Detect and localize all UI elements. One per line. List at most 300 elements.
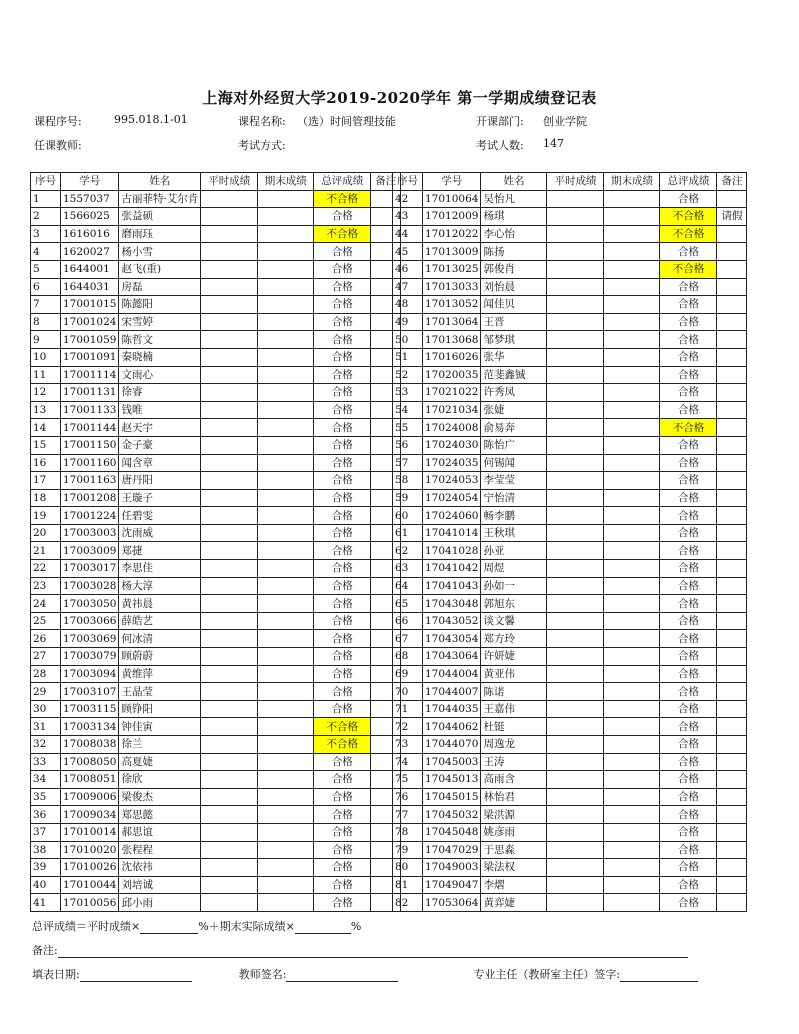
student-id: 17024053 <box>423 472 481 490</box>
row-no: 65 <box>393 595 423 613</box>
total-score: 合格 <box>314 612 371 630</box>
final-score-cell <box>258 894 314 912</box>
student-name: 文雨心 <box>119 366 201 384</box>
table-row <box>31 806 401 824</box>
total-score: 合格 <box>314 753 371 771</box>
final-score-cell <box>258 648 314 666</box>
student-id: 1566025 <box>61 208 119 226</box>
total-score: 合格 <box>314 648 371 666</box>
final-score-cell <box>258 612 314 630</box>
student-id: 17001059 <box>61 331 119 349</box>
table-row <box>393 595 747 613</box>
student-name: 顾蔚蔚 <box>119 648 201 666</box>
regular-score-cell <box>547 260 604 278</box>
final-score-cell <box>604 841 660 859</box>
note-cell <box>717 331 747 349</box>
remark-blank[interactable] <box>58 946 688 958</box>
student-name: 郝思谊 <box>119 823 201 841</box>
student-name: 顾铮阳 <box>119 700 201 718</box>
table-row <box>393 472 747 490</box>
regular-score-cell <box>201 225 258 243</box>
note-cell <box>717 595 747 613</box>
total-score: 合格 <box>660 700 717 718</box>
total-score: 合格 <box>660 683 717 701</box>
table-row <box>31 401 401 419</box>
weight-blank-2[interactable] <box>295 922 351 934</box>
row-no: 46 <box>393 260 423 278</box>
total-score: 合格 <box>660 401 717 419</box>
header-student-id: 学号 <box>61 173 119 191</box>
final-score-cell <box>258 700 314 718</box>
table-row <box>393 401 747 419</box>
row-no: 59 <box>393 489 423 507</box>
total-score: 合格 <box>314 419 371 437</box>
total-score: 合格 <box>314 894 371 912</box>
note-cell <box>717 542 747 560</box>
student-name: 黄弈婕 <box>481 894 547 912</box>
student-name: 徐睿 <box>119 384 201 402</box>
table-row <box>31 665 401 683</box>
student-id: 17044035 <box>423 700 481 718</box>
student-id: 17024060 <box>423 507 481 525</box>
student-name: 郑思懿 <box>119 806 201 824</box>
regular-score-cell <box>547 700 604 718</box>
exam-count-label: 考试人数: <box>476 139 524 152</box>
regular-score-cell <box>201 384 258 402</box>
regular-score-cell <box>547 736 604 754</box>
total-score: 合格 <box>314 296 371 314</box>
row-no: 78 <box>393 823 423 841</box>
student-id: 17013033 <box>423 278 481 296</box>
final-score-cell <box>604 630 660 648</box>
student-name: 杨小雪 <box>119 243 201 261</box>
regular-score-cell <box>201 278 258 296</box>
table-row <box>393 894 747 912</box>
regular-score-cell <box>547 806 604 824</box>
note-cell <box>717 894 747 912</box>
date-blank[interactable] <box>80 970 192 982</box>
table-row <box>31 225 401 243</box>
student-name: 王涛 <box>481 753 547 771</box>
signature-line <box>32 966 698 982</box>
final-score-cell <box>258 823 314 841</box>
student-id: 17013009 <box>423 243 481 261</box>
row-no: 14 <box>31 419 61 437</box>
total-score: 合格 <box>314 436 371 454</box>
table-row <box>393 436 747 454</box>
regular-score-cell <box>201 524 258 542</box>
weight-blank-1[interactable] <box>140 922 198 934</box>
final-score-cell <box>258 489 314 507</box>
row-no: 23 <box>31 577 61 595</box>
row-no: 18 <box>31 489 61 507</box>
regular-score-cell <box>547 718 604 736</box>
header-total-score: 总评成绩 <box>314 173 371 191</box>
note-cell <box>717 401 747 419</box>
student-id: 17003107 <box>61 683 119 701</box>
total-score: 合格 <box>660 595 717 613</box>
student-id: 17041042 <box>423 560 481 578</box>
regular-score-cell <box>201 595 258 613</box>
regular-score-cell <box>201 771 258 789</box>
total-score: 合格 <box>660 454 717 472</box>
student-id: 17009034 <box>61 806 119 824</box>
regular-score-cell <box>201 683 258 701</box>
student-name: 王晋 <box>481 313 547 331</box>
header-final-score: 期末成绩 <box>258 173 314 191</box>
row-no: 44 <box>393 225 423 243</box>
table-row <box>31 542 401 560</box>
table-row <box>31 366 401 384</box>
total-score: 合格 <box>660 366 717 384</box>
final-score-cell <box>604 718 660 736</box>
regular-score-cell <box>547 401 604 419</box>
header-regular-score: 平时成绩 <box>201 173 258 191</box>
student-name: 郑捷 <box>119 542 201 560</box>
student-name: 郑方玲 <box>481 630 547 648</box>
regular-score-cell <box>201 859 258 877</box>
table-row <box>31 190 401 208</box>
row-no: 60 <box>393 507 423 525</box>
total-score: 不合格 <box>314 736 371 754</box>
row-no: 31 <box>31 718 61 736</box>
row-no: 33 <box>31 753 61 771</box>
student-name: 许妍婕 <box>481 648 547 666</box>
row-no: 21 <box>31 542 61 560</box>
student-id: 17003066 <box>61 612 119 630</box>
note-cell <box>717 278 747 296</box>
total-score: 合格 <box>314 577 371 595</box>
note-cell <box>717 507 747 525</box>
table-row <box>31 771 401 789</box>
table-row <box>31 278 401 296</box>
student-id: 17043064 <box>423 648 481 666</box>
student-name: 钟佳寅 <box>119 718 201 736</box>
student-id: 17013068 <box>423 331 481 349</box>
note-cell <box>717 823 747 841</box>
regular-score-cell <box>201 401 258 419</box>
student-name: 赵飞(重) <box>119 260 201 278</box>
student-name: 薛皓艺 <box>119 612 201 630</box>
final-score-cell <box>258 190 314 208</box>
header-name: 姓名 <box>481 173 547 191</box>
student-id: 17045015 <box>423 788 481 806</box>
formula-text-c: % <box>350 920 362 933</box>
row-no: 32 <box>31 736 61 754</box>
total-score: 合格 <box>660 648 717 666</box>
regular-score-cell <box>547 225 604 243</box>
total-score: 合格 <box>660 560 717 578</box>
total-score: 合格 <box>660 296 717 314</box>
final-score-cell <box>258 348 314 366</box>
regular-score-cell <box>201 894 258 912</box>
total-score: 合格 <box>314 243 371 261</box>
note-cell <box>717 190 747 208</box>
regular-score-cell <box>547 208 604 226</box>
course-name-label: 课程名称: <box>238 115 286 128</box>
table-row <box>393 331 747 349</box>
student-name: 张婕 <box>481 401 547 419</box>
student-name: 郭旭东 <box>481 595 547 613</box>
final-score-cell <box>604 331 660 349</box>
note-cell <box>717 560 747 578</box>
row-no: 52 <box>393 366 423 384</box>
student-name: 张益硕 <box>119 208 201 226</box>
total-score: 合格 <box>660 436 717 454</box>
regular-score-cell <box>201 419 258 437</box>
table-row <box>393 612 747 630</box>
final-score-cell <box>258 419 314 437</box>
student-name: 许秀凤 <box>481 384 547 402</box>
table-row <box>31 260 401 278</box>
total-score: 合格 <box>660 876 717 894</box>
total-score: 合格 <box>314 454 371 472</box>
student-id: 17003028 <box>61 577 119 595</box>
student-id: 17045048 <box>423 823 481 841</box>
regular-score-cell <box>201 260 258 278</box>
final-score-cell <box>604 384 660 402</box>
final-score-cell <box>604 859 660 877</box>
grade-table-left <box>30 172 401 912</box>
header-note: 备注 <box>717 173 747 191</box>
header-regular-score: 平时成绩 <box>547 173 604 191</box>
regular-score-cell <box>547 366 604 384</box>
row-no: 54 <box>393 401 423 419</box>
final-score-cell <box>604 419 660 437</box>
student-id: 17008038 <box>61 736 119 754</box>
table-row <box>393 208 747 226</box>
row-no: 58 <box>393 472 423 490</box>
student-name: 宋雪婷 <box>119 313 201 331</box>
regular-score-cell <box>547 894 604 912</box>
final-score-cell <box>258 436 314 454</box>
table-row <box>393 190 747 208</box>
remark-label: 备注: <box>32 944 58 957</box>
total-score: 合格 <box>314 401 371 419</box>
page-title: 上海对外经贸大学2019-2020学年 第一学期成绩登记表 <box>202 89 597 107</box>
total-score: 合格 <box>660 348 717 366</box>
row-no: 8 <box>31 313 61 331</box>
row-no: 6 <box>31 278 61 296</box>
student-id: 17001163 <box>61 472 119 490</box>
student-name: 唐丹阳 <box>119 472 201 490</box>
final-score-cell <box>258 243 314 261</box>
final-score-cell <box>604 823 660 841</box>
table-row <box>31 507 401 525</box>
student-name: 陈哲文 <box>119 331 201 349</box>
note-cell <box>717 683 747 701</box>
student-name: 闻佳贝 <box>481 296 547 314</box>
student-id: 17001208 <box>61 489 119 507</box>
table-row <box>31 313 401 331</box>
final-score-cell <box>604 577 660 595</box>
total-score: 合格 <box>314 630 371 648</box>
note-cell <box>717 296 747 314</box>
final-score-cell <box>604 454 660 472</box>
table-row <box>393 243 747 261</box>
row-no: 28 <box>31 665 61 683</box>
student-id: 17001091 <box>61 348 119 366</box>
student-id: 17010020 <box>61 841 119 859</box>
final-score-cell <box>258 524 314 542</box>
row-no: 40 <box>31 876 61 894</box>
regular-score-cell <box>201 665 258 683</box>
student-name: 何锡闻 <box>481 454 547 472</box>
regular-score-cell <box>201 876 258 894</box>
teacher-sign-blank[interactable] <box>286 970 398 982</box>
note-cell <box>717 384 747 402</box>
header-final-score: 期末成绩 <box>604 173 660 191</box>
row-no: 37 <box>31 823 61 841</box>
row-no: 74 <box>393 753 423 771</box>
student-id: 17010044 <box>61 876 119 894</box>
table-header <box>31 173 401 191</box>
row-no: 50 <box>393 331 423 349</box>
final-score-cell <box>604 436 660 454</box>
row-no: 70 <box>393 683 423 701</box>
teacher-sign-label: 教师签名: <box>238 968 287 981</box>
student-id: 17003094 <box>61 665 119 683</box>
final-score-cell <box>258 771 314 789</box>
student-name: 黄维萍 <box>119 665 201 683</box>
student-id: 17003115 <box>61 700 119 718</box>
row-no: 62 <box>393 542 423 560</box>
student-name: 李思佳 <box>119 560 201 578</box>
table-row <box>31 577 401 595</box>
row-no: 3 <box>31 225 61 243</box>
total-score: 合格 <box>314 313 371 331</box>
row-no: 57 <box>393 454 423 472</box>
total-score: 合格 <box>314 700 371 718</box>
student-name: 杨大淳 <box>119 577 201 595</box>
student-id: 17012009 <box>423 208 481 226</box>
student-name: 钱唯 <box>119 401 201 419</box>
regular-score-cell <box>201 472 258 490</box>
table-row <box>393 348 747 366</box>
note-cell <box>717 436 747 454</box>
final-score-cell <box>604 648 660 666</box>
student-name: 沈依祎 <box>119 859 201 877</box>
student-name: 孙如一 <box>481 577 547 595</box>
student-name: 陈扬 <box>481 243 547 261</box>
student-name: 刘培诚 <box>119 876 201 894</box>
row-no: 29 <box>31 683 61 701</box>
table-row <box>31 454 401 472</box>
regular-score-cell <box>201 348 258 366</box>
director-sign-blank[interactable] <box>620 970 698 982</box>
regular-score-cell <box>201 630 258 648</box>
table-row <box>31 296 401 314</box>
formula-line <box>32 918 361 934</box>
final-score-cell <box>258 595 314 613</box>
row-no: 16 <box>31 454 61 472</box>
regular-score-cell <box>201 436 258 454</box>
note-cell <box>717 348 747 366</box>
final-score-cell <box>604 489 660 507</box>
final-score-cell <box>604 313 660 331</box>
regular-score-cell <box>201 648 258 666</box>
total-score: 合格 <box>660 665 717 683</box>
dept-label: 开课部门: <box>476 115 524 128</box>
table-row <box>393 823 747 841</box>
student-id: 17044070 <box>423 736 481 754</box>
total-score: 不合格 <box>660 208 717 226</box>
student-id: 17001015 <box>61 296 119 314</box>
student-id: 17001224 <box>61 507 119 525</box>
total-score: 合格 <box>314 384 371 402</box>
student-name: 王晶莹 <box>119 683 201 701</box>
total-score: 合格 <box>314 260 371 278</box>
row-no: 20 <box>31 524 61 542</box>
table-row <box>31 560 401 578</box>
student-id: 17021034 <box>423 401 481 419</box>
student-id: 17008050 <box>61 753 119 771</box>
row-no: 48 <box>393 296 423 314</box>
student-id: 17041014 <box>423 524 481 542</box>
final-score-cell <box>258 876 314 894</box>
student-id: 1644031 <box>61 278 119 296</box>
regular-score-cell <box>201 454 258 472</box>
row-no: 2 <box>31 208 61 226</box>
regular-score-cell <box>201 489 258 507</box>
table-row <box>31 823 401 841</box>
table-row <box>393 771 747 789</box>
total-score: 合格 <box>660 278 717 296</box>
regular-score-cell <box>201 507 258 525</box>
student-name: 金子豪 <box>119 436 201 454</box>
table-row <box>393 577 747 595</box>
student-name: 高雨含 <box>481 771 547 789</box>
regular-score-cell <box>201 612 258 630</box>
student-name: 徐兰 <box>119 736 201 754</box>
final-score-cell <box>258 384 314 402</box>
final-score-cell <box>258 577 314 595</box>
note-cell <box>717 788 747 806</box>
student-name: 房磊 <box>119 278 201 296</box>
note-cell <box>717 524 747 542</box>
student-id: 17010014 <box>61 823 119 841</box>
table-row <box>393 296 747 314</box>
row-no: 13 <box>31 401 61 419</box>
final-score-cell <box>604 243 660 261</box>
student-id: 17001160 <box>61 454 119 472</box>
student-name: 陈懿阳 <box>119 296 201 314</box>
regular-score-cell <box>547 190 604 208</box>
total-score: 合格 <box>314 560 371 578</box>
row-no: 36 <box>31 806 61 824</box>
row-no: 1 <box>31 190 61 208</box>
student-name: 徐欣 <box>119 771 201 789</box>
student-name: 俞易奔 <box>481 419 547 437</box>
row-no: 38 <box>31 841 61 859</box>
table-row <box>393 278 747 296</box>
director-sign-label: 专业主任（教研室主任）签字: <box>473 968 621 981</box>
row-no: 19 <box>31 507 61 525</box>
student-id: 17013025 <box>423 260 481 278</box>
regular-score-cell <box>547 524 604 542</box>
table-row <box>393 366 747 384</box>
row-no: 64 <box>393 577 423 595</box>
note-cell <box>717 225 747 243</box>
student-id: 17003069 <box>61 630 119 648</box>
table-row <box>31 876 401 894</box>
row-no: 5 <box>31 260 61 278</box>
student-name: 黄祎晨 <box>119 595 201 613</box>
final-score-cell <box>604 771 660 789</box>
final-score-cell <box>604 278 660 296</box>
student-id: 17013064 <box>423 313 481 331</box>
student-name: 吴怡凡 <box>481 190 547 208</box>
